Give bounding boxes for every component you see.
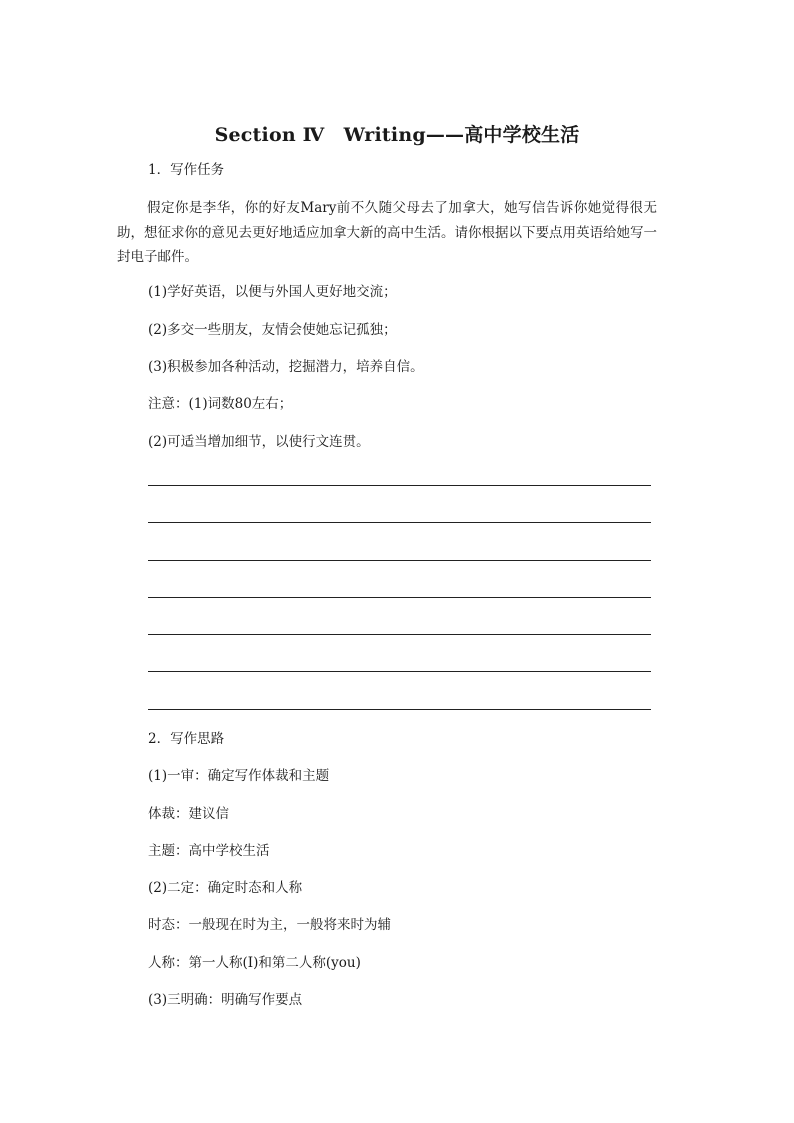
task-note-1: 注意：(1)词数80左右； <box>148 396 293 412</box>
answer-line[interactable] <box>148 560 651 561</box>
section-heading-task: 1．写作任务 <box>148 162 225 178</box>
approach-genre: 体裁：建议信 <box>148 806 229 822</box>
section-heading-approach: 2．写作思路 <box>148 731 225 747</box>
answer-line[interactable] <box>148 671 651 672</box>
answer-line[interactable] <box>148 485 651 486</box>
page-title: Section Ⅳ Writing——高中学校生活 <box>214 124 580 146</box>
task-prompt: 假定你是李华，你的好友Mary前不久随父母去了加拿大，她写信告诉你她觉得很无助，想征求你的意见去更好地适应加拿大新的高中生活。请你根据以下要点用英语给她写一封电子邮件。 <box>117 200 657 265</box>
task-point-1: (1)学好英语，以便与外国人更好地交流； <box>148 284 397 300</box>
answer-line[interactable] <box>148 709 651 710</box>
approach-step-2: (2)二定：确定时态和人称 <box>148 880 303 896</box>
answer-line[interactable] <box>148 634 651 635</box>
approach-step-1: (1)一审：确定写作体裁和主题 <box>148 768 330 784</box>
approach-topic: 主题：高中学校生活 <box>148 843 270 859</box>
answer-line[interactable] <box>148 597 651 598</box>
task-note-2: (2)可适当增加细节，以使行文连贯。 <box>148 434 370 450</box>
answer-line[interactable] <box>148 522 651 523</box>
approach-step-3: (3)三明确：明确写作要点 <box>148 992 303 1008</box>
approach-tense: 时态：一般现在时为主，一般将来时为辅 <box>148 917 391 933</box>
task-point-2: (2)多交一些朋友，友情会使她忘记孤独； <box>148 322 397 338</box>
approach-person: 人称：第一人称(Ⅰ)和第二人称(you) <box>148 955 361 971</box>
task-point-3: (3)积极参加各种活动，挖掘潜力，培养自信。 <box>148 359 424 375</box>
